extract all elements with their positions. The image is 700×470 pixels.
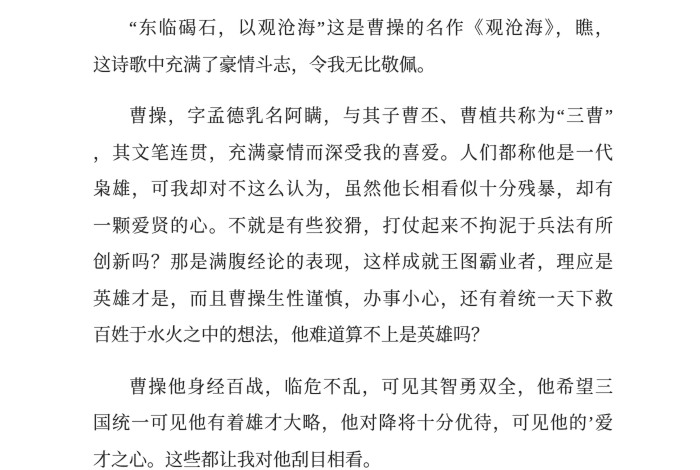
text-line: ，其文笔连贯，充满豪情而深受我的喜爱。人们都称他是一代 (93, 142, 613, 163)
text-line: 曹操，字孟德乳名阿瞒，与其子曹丕、曹植共称为“三曹” (129, 106, 613, 126)
text-line: 才之心。这些都让我对他刮目相看。 (93, 449, 381, 470)
paragraph (93, 369, 613, 470)
paragraph (93, 10, 613, 83)
text-line: 创新吗？那是满腹经论的表现，这样成就王图霸业者，理应是 (93, 252, 613, 272)
essay-text (93, 10, 613, 470)
paragraph (93, 98, 613, 354)
text-line: 枭雄，可我却对不这么认为，虽然他长相看似十分残暴，却有 (93, 179, 613, 199)
text-line: 百姓于水火之中的想法，他难道算不上是英雄吗？ (93, 325, 489, 345)
text-line: 这诗歌中充满了豪情斗志，令我无比敬佩。 (93, 54, 435, 75)
text-line: 国统一可见他有着雄才大略，他对降将十分优待，可见他的’爱 (93, 413, 613, 433)
text-line: 一颗爱贤的心。不就是有些狡猾，打仗起来不拘泥于兵法有所 (93, 215, 613, 236)
text-line: “东临碣石，以观沧海”这是曹操的名作《观沧海》，瞧， (129, 18, 613, 38)
text-line: 曹操他身经百战，临危不乱，可见其智勇双全，他希望三 (129, 376, 613, 397)
text-line: 英雄才是，而且曹操生性谨慎，办事小心，还有着统一天下救 (93, 288, 613, 309)
